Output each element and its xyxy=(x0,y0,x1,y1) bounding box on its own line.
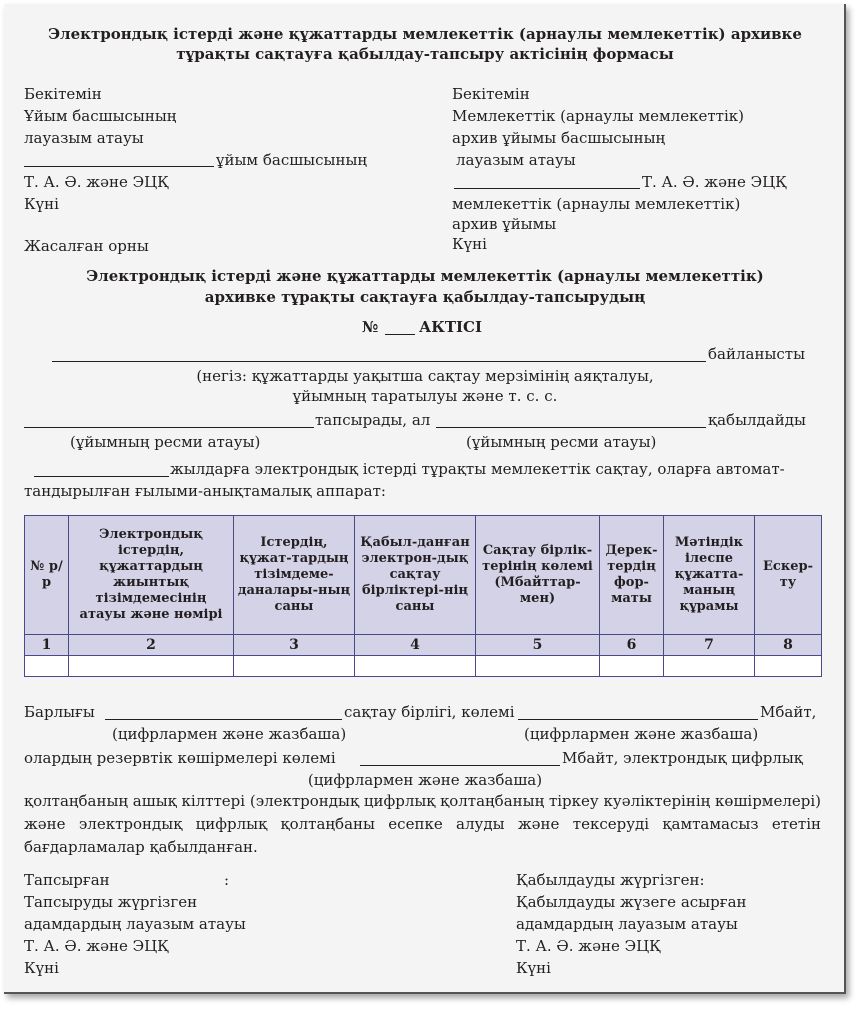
storage-units-label: сақтау бірлігі, көлемі xyxy=(344,703,515,721)
basis-note-1: (негіз: құжаттарды уақытша сақтау мерзімінің аяқталуы, xyxy=(196,367,654,385)
handover-org-line xyxy=(24,427,314,428)
mbyte-ecp-label: Мбайт, электрондық цифрлық xyxy=(562,749,803,767)
number-cell: 3 xyxy=(234,635,355,656)
right-line1: Мемлекеттік (арнаулы мемлекеттік) xyxy=(452,107,744,125)
total-units-line xyxy=(105,719,342,720)
left-date: Күні xyxy=(24,195,59,213)
right-name: Т. А. Ә. және ЭЦҚ xyxy=(642,173,787,191)
basis-line xyxy=(52,361,706,362)
empty-cell xyxy=(25,656,69,677)
table-empty-row xyxy=(25,656,822,677)
empty-cell xyxy=(234,656,355,677)
right-signature-line xyxy=(454,188,640,189)
digits-words-note-3: (цифрлармен және жазбаша) xyxy=(307,771,543,789)
years-text-2: тандырылған ғылыми-анықтамалық аппарат: xyxy=(24,482,386,500)
accepted-position: адамдардың лауазым атауы xyxy=(516,915,738,933)
left-signature-suffix: ұйым басшысының xyxy=(216,151,367,169)
left-head-line2: лауазым атауы xyxy=(24,129,144,147)
keys-paragraph: қолтаңбаның ашық кілттері (электрондық цифрлық қолтаңбаның тіркеу куәліктерінің көшірмелері) және электрондық цифрлық қолтаңбаны есепке алуды және тексеруді қамтамасыз ететін бағдарламалар қабылданған. xyxy=(24,792,821,856)
handed-performer: Тапсыруды жүргізген xyxy=(24,893,198,911)
acceptance-table xyxy=(24,515,822,677)
number-cell: 4 xyxy=(355,635,476,656)
empty-cell xyxy=(755,656,822,677)
reserve-label: олардың резервтік көшірмелері көлемі xyxy=(24,749,336,767)
header-cell: Сақтау бірлік-терінің көлемі (Мбайттар-мен) xyxy=(476,516,600,635)
handed-colon: : xyxy=(224,871,230,889)
accepted-date: Күні xyxy=(516,959,551,977)
right-line2: архив ұйымы басшысының xyxy=(452,129,666,147)
number-cell: 1 xyxy=(25,635,69,656)
accepted-label: Қабылдауды жүргізген: xyxy=(516,871,705,889)
header-cell: Электрондық істердің, құжаттардың жиынтық тізімдемесінің атауы және нөмірі xyxy=(69,516,234,635)
right-line3: лауазым атауы xyxy=(456,151,576,169)
act-number-prefix: № xyxy=(362,318,379,336)
handed-position: адамдардың лауазым атауы xyxy=(24,915,246,933)
table-number-row xyxy=(25,635,822,656)
related-label: байланысты xyxy=(708,345,806,363)
act-heading-line-1: Электрондық істерді және құжаттарды мемлекеттік (арнаулы мемлекеттік) xyxy=(86,267,764,285)
title-line-2: тұрақты сақтауға қабылдау-тапсыру актісінің формасы xyxy=(176,45,674,63)
document-page xyxy=(4,4,846,994)
hands-over-label: тапсырады, ал xyxy=(315,411,431,429)
header-cell: № р/р xyxy=(25,516,69,635)
right-approve: Бекітемін xyxy=(452,85,530,103)
right-date: Күні xyxy=(452,235,487,253)
empty-cell xyxy=(664,656,755,677)
header-cell: Мәтіндік ілеспе құжатта-маның құрамы xyxy=(664,516,755,635)
years-text: жылдарға электрондық істерді тұрақты мемлекеттік сақтау, оларға автомат- xyxy=(170,460,785,478)
right-line6: архив ұйымы xyxy=(452,215,557,233)
empty-cell xyxy=(355,656,476,677)
org-name-right-note: (ұйымның ресми атауы) xyxy=(466,433,657,451)
act-number-line xyxy=(385,334,415,335)
header-cell: Қабыл-данған электрон-дық сақтау бірліктері-нің саны xyxy=(355,516,476,635)
left-approve: Бекітемін xyxy=(24,85,102,103)
digits-words-note-2: (цифрлармен және жазбаша) xyxy=(524,725,759,743)
act-heading-line-2: архивке тұрақты сақтауға қабылдау-тапсырудың xyxy=(204,288,646,306)
left-name: Т. А. Ә. және ЭЦҚ xyxy=(24,173,169,191)
left-place: Жасалған орны xyxy=(24,237,149,255)
right-line5: мемлекеттік (арнаулы мемлекеттік) xyxy=(452,195,741,213)
digits-words-note-1: (цифрлармен және жазбаша) xyxy=(112,725,347,743)
left-head-line1: Ұйым басшысының xyxy=(24,107,177,125)
handed-date: Күні xyxy=(24,959,59,977)
empty-cell xyxy=(69,656,234,677)
basis-note-2: ұйымның таратылуы және т. с. с. xyxy=(292,387,558,405)
years-line xyxy=(34,476,169,477)
empty-cell xyxy=(600,656,664,677)
number-cell: 6 xyxy=(600,635,664,656)
total-label: Барлығы xyxy=(24,703,95,721)
empty-cell xyxy=(476,656,600,677)
act-number-suffix: АКТІСІ xyxy=(419,318,482,336)
left-signature-line xyxy=(24,166,214,167)
header-cell: Істердің, құжат-тардың тізімдеме-даналары-ның саны xyxy=(234,516,355,635)
number-cell: 2 xyxy=(69,635,234,656)
accepted-name: Т. А. Ә. және ЭЦҚ xyxy=(516,937,661,955)
number-cell: 8 xyxy=(755,635,822,656)
total-volume-line xyxy=(518,719,758,720)
handed-label: Тапсырған xyxy=(24,871,110,889)
accept-org-line xyxy=(436,427,706,428)
number-cell: 5 xyxy=(476,635,600,656)
accepted-performer: Қабылдауды жүзеге асырған xyxy=(516,893,747,911)
reserve-volume-line xyxy=(360,765,560,766)
org-name-left-note: (ұйымның ресми атауы) xyxy=(70,433,261,451)
mbyte-label: Мбайт, xyxy=(760,703,817,721)
accepts-label: қабылдайды xyxy=(708,411,806,429)
handed-name: Т. А. Ә. және ЭЦҚ xyxy=(24,937,169,955)
number-cell: 7 xyxy=(664,635,755,656)
header-cell: Дерек-тердің фор-маты xyxy=(600,516,664,635)
table-header-row xyxy=(25,516,822,635)
header-cell: Ескер-ту xyxy=(755,516,822,635)
title-line-1: Электрондық істерді және құжаттарды мемлекеттік (арнаулы мемлекеттік) архивке xyxy=(48,25,802,43)
